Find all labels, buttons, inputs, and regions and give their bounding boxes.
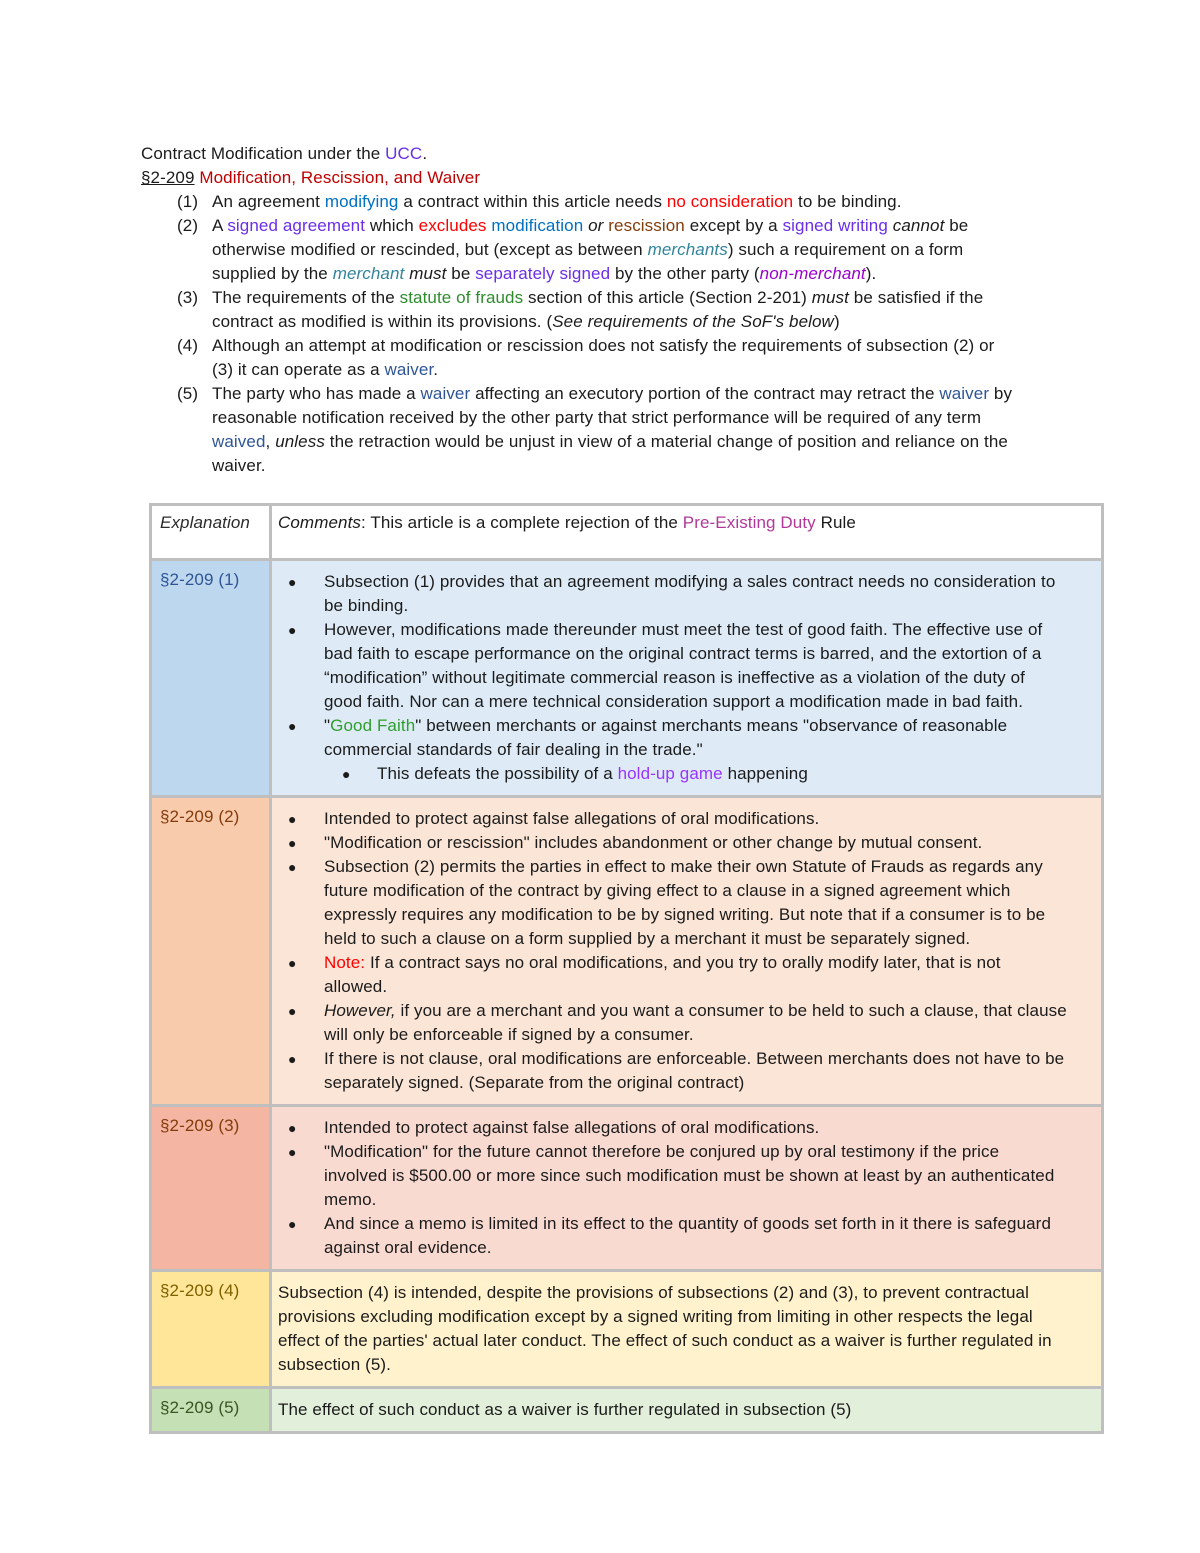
text-run: Intended to protect against false allegations of oral modifications. xyxy=(324,809,820,828)
bullet-item xyxy=(278,762,1093,786)
text-run: "Modification or rescission" includes abandonment or other change by mutual consent. xyxy=(324,833,983,852)
text-run: by xyxy=(989,384,1013,403)
bullet-icon: ● xyxy=(288,1144,297,1160)
bullet-item xyxy=(278,1116,1093,1140)
highlighted-term: hold-up game xyxy=(617,764,723,783)
header-comments xyxy=(271,505,1103,560)
text-run: Comments xyxy=(278,513,361,532)
text-run: reasonable notification received by the other party that strict performance will be required of any term xyxy=(212,408,982,427)
text-line xyxy=(278,1353,1093,1377)
bullet-item xyxy=(278,1212,1093,1260)
text-line xyxy=(278,1329,1093,1353)
text-run: bad faith to escape performance on the original contract terms is barred, and the extortion of a xyxy=(324,644,1042,663)
text-run: However, modifications made thereunder must meet the test of good faith. The effective use of xyxy=(324,620,1043,639)
statute-subsections xyxy=(141,190,1012,478)
text-line xyxy=(324,1140,1093,1164)
text-run: supplied by the xyxy=(212,264,333,283)
text-run: which xyxy=(365,216,419,235)
explanation-table xyxy=(149,503,1104,1434)
text-run: must xyxy=(409,264,447,283)
text-line xyxy=(212,286,1012,310)
text-run: . xyxy=(433,360,439,379)
section-comments xyxy=(271,797,1103,1106)
text-run: Rule xyxy=(815,513,856,532)
text-run: memo. xyxy=(324,1190,377,1209)
bullet-icon: ● xyxy=(288,859,297,875)
subsection-item xyxy=(141,214,1012,286)
text-run: waiver. xyxy=(212,456,266,475)
text-run: subsection (5). xyxy=(278,1355,391,1374)
paragraph xyxy=(278,1281,1093,1377)
table-row xyxy=(151,1388,1103,1433)
text-line xyxy=(324,714,1093,738)
text-line xyxy=(324,999,1093,1023)
text-run: And since a memo is limited in its effect to the quantity of goods set forth in it there is safeguard xyxy=(324,1214,1051,1233)
text-run: Contract Modification under the xyxy=(141,144,386,163)
bullet-icon: ● xyxy=(288,1120,297,1136)
bullet-icon: ● xyxy=(288,622,297,638)
subsection-number: (4) xyxy=(177,336,199,355)
text-line xyxy=(212,406,1012,430)
text-line xyxy=(278,1281,1093,1305)
text-line xyxy=(324,570,1093,594)
text-run: “modification” without legitimate commercial reason is ineffective as a violation of the duty of xyxy=(324,668,1025,687)
text-run: or xyxy=(588,216,604,235)
section-number: §2-209 xyxy=(141,168,195,187)
section-label: §2-209 (5) xyxy=(151,1388,271,1433)
text-run: involved is $500.00 or more since such modification must be shown at least by an authenticated xyxy=(324,1166,1055,1185)
text-line xyxy=(324,903,1093,927)
text-run: must xyxy=(811,288,849,307)
text-run: if you are a merchant and you want a consumer to be held to such a clause, that clause xyxy=(395,1001,1067,1020)
text-run: If there is not clause, oral modifications are enforceable. Between merchants does not have to be xyxy=(324,1049,1065,1068)
highlighted-term: waiver xyxy=(384,360,434,379)
text-run: except by a xyxy=(684,216,783,235)
text-line xyxy=(212,430,1012,454)
section-comments xyxy=(271,1106,1103,1271)
text-run: Explanation xyxy=(160,513,250,532)
text-line xyxy=(212,238,1012,262)
text-run: will only be enforceable if signed by a consumer. xyxy=(324,1025,694,1044)
bullet-item xyxy=(278,618,1093,714)
text-run: Intended to protect against false allegations of oral modifications. xyxy=(324,1118,820,1137)
text-line xyxy=(212,262,1012,286)
subsection-number: (3) xyxy=(177,288,199,307)
text-run: ) xyxy=(833,312,840,331)
bullet-item xyxy=(278,999,1093,1047)
text-run: good faith. Nor can a mere technical consideration support a modification made in bad faith. xyxy=(324,692,1024,711)
highlighted-term: statute of frauds xyxy=(399,288,524,307)
text-run: section of this article (Section 2-201) xyxy=(523,288,812,307)
text-run: Subsection (2) permits the parties in effect to make their own Statute of Frauds as regards any xyxy=(324,857,1043,876)
section-heading xyxy=(141,166,480,190)
text-run: , xyxy=(265,432,276,451)
section-label: §2-209 (4) xyxy=(151,1271,271,1388)
bullet-icon: ● xyxy=(288,718,297,734)
text-line xyxy=(324,951,1093,975)
text-line xyxy=(324,1116,1093,1140)
text-line xyxy=(324,1023,1093,1047)
subsection-number: (1) xyxy=(177,192,199,211)
bullet-icon: ● xyxy=(288,835,297,851)
highlighted-term: waiver xyxy=(939,384,990,403)
highlighted-term: excludes xyxy=(418,216,487,235)
bullet-item xyxy=(278,1047,1093,1095)
text-line xyxy=(212,214,1012,238)
section-comments xyxy=(271,1271,1103,1388)
text-line xyxy=(377,762,1093,786)
highlighted-term: modification xyxy=(491,216,584,235)
text-line xyxy=(212,358,1012,382)
section-comments xyxy=(271,560,1103,797)
text-run: A xyxy=(212,216,228,235)
text-line xyxy=(324,1071,1093,1095)
text-run: The effect of such conduct as a waiver is further regulated in subsection (5) xyxy=(278,1400,852,1419)
subsection-number: (5) xyxy=(177,384,199,403)
text-run: Although an attempt at modification or rescission does not satisfy the requirements of subsection (2) or xyxy=(212,336,995,355)
section-label: §2-209 (1) xyxy=(151,560,271,797)
text-run: " xyxy=(324,716,331,735)
text-run: separately signed. (Separate from the original contract) xyxy=(324,1073,745,1092)
table-header-row xyxy=(151,505,1103,560)
section-title: Modification, Rescission, and Waiver xyxy=(194,168,481,187)
bullet-item xyxy=(278,714,1093,762)
highlighted-term: modifying xyxy=(324,192,399,211)
table-row xyxy=(151,1106,1103,1271)
bullet-item xyxy=(278,1140,1093,1212)
text-run: future modification of the contract by giving effect to a clause in a signed agreement which xyxy=(324,881,1011,900)
highlighted-term: Good Faith xyxy=(330,716,416,735)
text-line xyxy=(212,382,1012,406)
text-run: The requirements of the xyxy=(212,288,400,307)
highlighted-term: Note: xyxy=(324,953,366,972)
text-run: (3) it can operate as a xyxy=(212,360,385,379)
bullet-icon: ● xyxy=(342,766,351,782)
document-header xyxy=(141,142,480,190)
bullet-icon: ● xyxy=(288,955,297,971)
text-run: by the other party ( xyxy=(610,264,760,283)
bullet-icon: ● xyxy=(288,1216,297,1232)
highlighted-term: non-merchant xyxy=(759,264,866,283)
text-line xyxy=(324,738,1093,762)
text-run: Subsection (1) provides that an agreement modifying a sales contract needs no consideration to xyxy=(324,572,1056,591)
text-run: ) such a requirement on a form xyxy=(727,240,964,259)
text-run: See requirements of the SoF's below xyxy=(552,312,834,331)
text-run: An agreement xyxy=(212,192,325,211)
text-line xyxy=(324,975,1093,999)
text-run: be satisfied if the xyxy=(848,288,984,307)
text-run: unless xyxy=(275,432,325,451)
text-run: If a contract says no oral modifications, and you try to orally modify later, that is not xyxy=(365,953,1001,972)
highlighted-term: merchants xyxy=(647,240,728,259)
text-run: commercial standards of fair dealing in the trade." xyxy=(324,740,703,759)
text-line xyxy=(278,1398,1093,1422)
text-line xyxy=(324,855,1093,879)
text-line xyxy=(324,690,1093,714)
text-run: effect of the parties' actual later conduct. The effect of such conduct as a waiver is further regulated in xyxy=(278,1331,1052,1350)
subsection-item xyxy=(141,334,1012,382)
text-line xyxy=(324,831,1093,855)
text-run: be binding. xyxy=(324,596,409,615)
text-run: happening xyxy=(722,764,808,783)
text-run: otherwise modified or rescinded, but (except as between xyxy=(212,240,648,259)
text-line xyxy=(324,1236,1093,1260)
text-run: held to such a clause on a form supplied by a merchant it must be separately signed. xyxy=(324,929,971,948)
bullet-item xyxy=(278,951,1093,999)
section-label: §2-209 (2) xyxy=(151,797,271,1106)
text-line xyxy=(212,310,1012,334)
text-run: expressly requires any modification to be by signed writing. But note that if a consumer is to be xyxy=(324,905,1046,924)
text-line xyxy=(324,594,1093,618)
section-label: §2-209 (3) xyxy=(151,1106,271,1271)
highlighted-term: separately signed xyxy=(475,264,611,283)
bullet-item xyxy=(278,807,1093,831)
bullet-icon: ● xyxy=(288,1003,297,1019)
text-run: This defeats the possibility of a xyxy=(377,764,618,783)
document-title xyxy=(141,142,480,166)
text-run: provisions excluding modification except by a signed writing from limiting in other respects the legal xyxy=(278,1307,1033,1326)
table-row xyxy=(151,1271,1103,1388)
text-line xyxy=(324,642,1093,666)
subsection-item xyxy=(141,382,1012,478)
text-line xyxy=(324,1212,1093,1236)
section-comments xyxy=(271,1388,1103,1433)
text-run: . xyxy=(422,144,428,163)
highlighted-term: merchant xyxy=(332,264,405,283)
highlighted-term: rescission xyxy=(608,216,685,235)
highlighted-term: no consideration xyxy=(666,192,794,211)
highlighted-term: waived xyxy=(212,432,266,451)
text-run: : This article is a complete rejection of the xyxy=(361,513,683,532)
highlighted-term: signed agreement xyxy=(227,216,366,235)
bullet-item xyxy=(278,855,1093,951)
text-line xyxy=(324,618,1093,642)
paragraph xyxy=(278,1398,1093,1422)
highlighted-term: Pre-Existing Duty xyxy=(682,513,816,532)
text-line xyxy=(324,927,1093,951)
text-run: Subsection (4) is intended, despite the provisions of subsections (2) and (3), to prevent contractual xyxy=(278,1283,1029,1302)
subsection-item xyxy=(141,190,1012,214)
text-run: The party who has made a xyxy=(212,384,421,403)
subsection-item xyxy=(141,286,1012,334)
table-row xyxy=(151,560,1103,797)
text-run: to be binding. xyxy=(793,192,902,211)
subsection-number: (2) xyxy=(177,216,199,235)
text-line xyxy=(212,190,1012,214)
table-row xyxy=(151,797,1103,1106)
text-line xyxy=(212,334,1012,358)
text-line xyxy=(212,454,1012,478)
header-explanation xyxy=(151,505,271,560)
text-run: cannot xyxy=(892,216,945,235)
highlighted-term: signed writing xyxy=(782,216,888,235)
text-run: against oral evidence. xyxy=(324,1238,492,1257)
bullet-item xyxy=(278,831,1093,855)
text-run: ). xyxy=(865,264,877,283)
text-line xyxy=(324,1047,1093,1071)
text-run: "Modification" for the future cannot therefore be conjured up by oral testimony if the price xyxy=(324,1142,1000,1161)
text-line xyxy=(278,1305,1093,1329)
text-line xyxy=(324,807,1093,831)
highlighted-term: UCC xyxy=(385,144,423,163)
text-run: the retraction would be unjust in view of a material change of position and reliance on the xyxy=(324,432,1008,451)
text-run: " between merchants or against merchants means "observance of reasonable xyxy=(415,716,1008,735)
text-run: allowed. xyxy=(324,977,388,996)
text-run: be xyxy=(944,216,969,235)
text-line xyxy=(324,1188,1093,1212)
highlighted-term: waiver xyxy=(420,384,471,403)
text-run: affecting an executory portion of the contract may retract the xyxy=(470,384,940,403)
bullet-item xyxy=(278,570,1093,618)
text-run: a contract within this article needs xyxy=(398,192,667,211)
bullet-icon: ● xyxy=(288,574,297,590)
text-line xyxy=(324,666,1093,690)
text-run: However, xyxy=(324,1001,396,1020)
text-line xyxy=(324,1164,1093,1188)
text-run: contract as modified is within its provisions. ( xyxy=(212,312,553,331)
text-run: be xyxy=(446,264,476,283)
bullet-icon: ● xyxy=(288,1051,297,1067)
text-line xyxy=(324,879,1093,903)
bullet-icon: ● xyxy=(288,811,297,827)
